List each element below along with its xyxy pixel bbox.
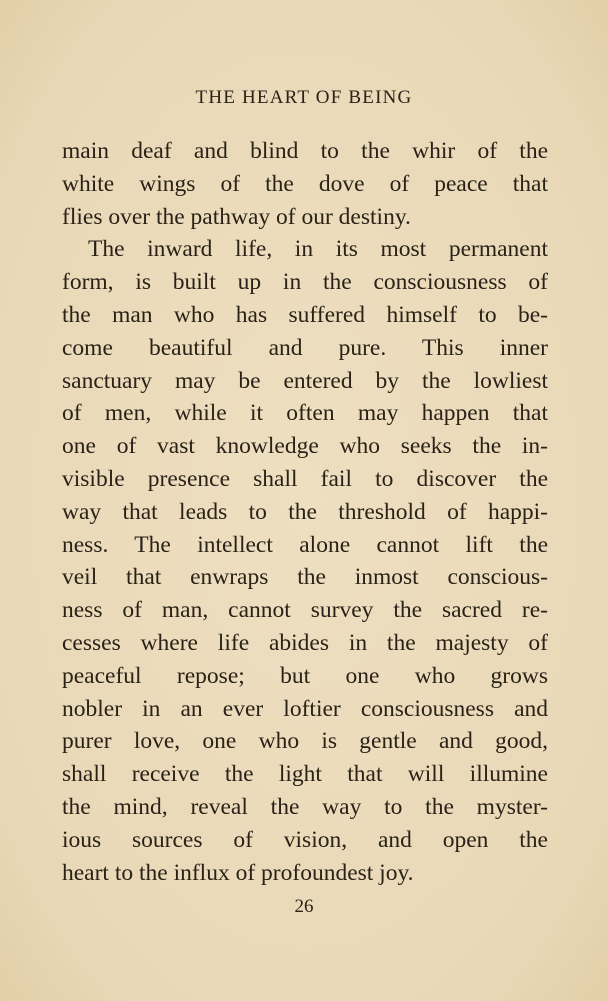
text-line: way that leads to the threshold of happi- bbox=[62, 498, 548, 525]
text-line: ness. The intellect alone cannot lift the bbox=[62, 531, 548, 558]
text-line: form, is built up in the consciousness of bbox=[62, 269, 548, 296]
text-line: ious sources of vision, and open the bbox=[62, 826, 548, 853]
text-line: The inward life, in its most permanent bbox=[88, 236, 548, 263]
text-line: come beautiful and pure. This inner bbox=[62, 334, 548, 361]
body-text bbox=[62, 135, 548, 889]
text-line: ness of man, cannot survey the sacred re- bbox=[62, 597, 548, 624]
text-line: visible presence shall fail to discover the bbox=[62, 465, 548, 492]
text-line: one of vast knowledge who seeks the in- bbox=[62, 433, 548, 460]
text-line: of men, while it often may happen that bbox=[62, 400, 548, 427]
text-line: flies over the pathway of our destiny. bbox=[62, 203, 411, 230]
text-line: nobler in an ever loftier consciousness and bbox=[62, 695, 548, 722]
text-line: veil that enwraps the inmost conscious- bbox=[62, 564, 548, 591]
text-line: sanctuary may be entered by the lowliest bbox=[62, 367, 548, 394]
running-header: THE HEART OF BEING bbox=[195, 87, 413, 108]
text-line: peaceful repose; but one who grows bbox=[62, 662, 548, 689]
page-number: 26 bbox=[294, 896, 314, 917]
text-line: cesses where life abides in the majesty of bbox=[62, 629, 548, 656]
text-line: white wings of the dove of peace that bbox=[62, 170, 548, 197]
text-line: purer love, one who is gentle and good, bbox=[62, 728, 548, 755]
text-line: heart to the influx of profoundest joy. bbox=[62, 859, 414, 886]
text-line: the man who has suffered himself to be- bbox=[62, 301, 548, 328]
text-line: shall receive the light that will illumine bbox=[62, 761, 548, 788]
text-line: the mind, reveal the way to the myster- bbox=[62, 793, 548, 820]
text-line: main deaf and blind to the whir of the bbox=[62, 138, 548, 164]
